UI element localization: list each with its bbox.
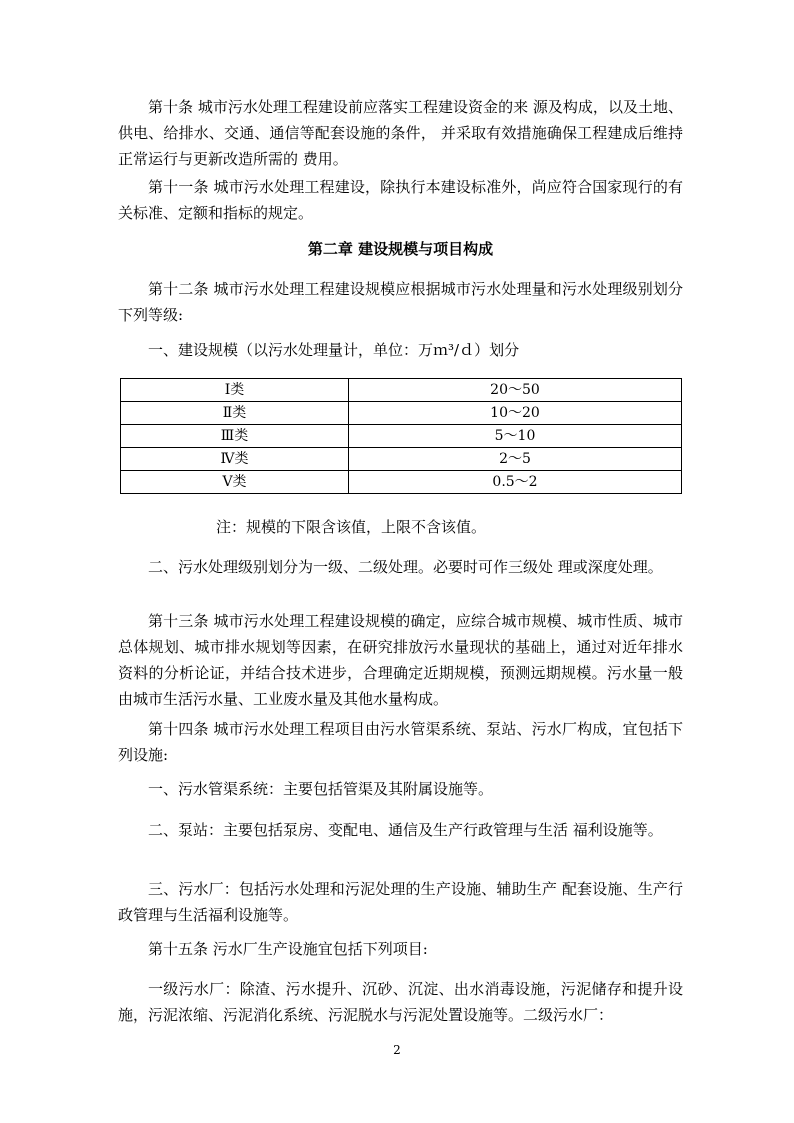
page-number: 2 bbox=[393, 1043, 401, 1057]
scale-class: Ⅱ类 bbox=[121, 402, 349, 425]
scale-range: 20～50 bbox=[349, 379, 682, 402]
scale-class: Ⅲ类 bbox=[121, 425, 349, 448]
scale-range: 2～5 bbox=[349, 448, 682, 471]
table-row bbox=[121, 425, 682, 448]
scale-range: 5～10 bbox=[349, 425, 682, 448]
chapter-heading: 第二章 建设规模与项目构成 bbox=[307, 240, 494, 258]
scale-class: Ⅴ类 bbox=[121, 471, 349, 494]
scale-class: Ⅰ类 bbox=[121, 379, 349, 402]
table-row bbox=[121, 448, 682, 471]
article-15: 第十五条 污水厂生产设施宜包括下列项目: bbox=[148, 940, 428, 958]
article-14-item-3: 三、污水厂：包括污水处理和污泥处理的生产设施、辅助生产 配套设施、生产行政管理与生活福利设施等。 bbox=[118, 880, 683, 924]
article-14: 第十四条 城市污水处理工程项目由污水管渠系统、泵站、污水厂构成，宜包括下列设施: bbox=[118, 720, 683, 764]
article-11: 第十一条 城市污水处理工程建设，除执行本建设标准外，尚应符合国家现行的有关标准、定额和指标的规定。 bbox=[118, 178, 683, 222]
article-10: 第十条 城市污水处理工程建设前应落实工程建设资金的来 源及构成，以及土地、供电、给排水、交通、通信等配套设施的条件， 并采取有效措施确保工程建成后维持正常运行与更新改造所需的 费用。 bbox=[118, 98, 683, 168]
table-row bbox=[121, 402, 682, 425]
scale-table bbox=[120, 378, 682, 494]
article-12: 第十二条 城市污水处理工程建设规模应根据城市污水处理量和污水处理级别划分下列等级: bbox=[118, 280, 683, 324]
scale-range: 10～20 bbox=[349, 402, 682, 425]
table-row bbox=[121, 471, 682, 494]
table-note: 注：规模的下限含该值，上限不含该值。 bbox=[216, 518, 487, 536]
scale-intro: 一、建设规模（以污水处理量计，单位：万ｍ³/ｄ）划分 bbox=[148, 341, 520, 359]
article-15-item-1: 一级污水厂：除渣、污水提升、沉砂、沉淀、出水消毒设施，污泥储存和提升设施，污泥浓缩、污泥消化系统、污泥脱水与污泥处置设施等。二级污水厂： bbox=[118, 980, 683, 1024]
article-13: 第十三条 城市污水处理工程建设规模的确定，应综合城市规模、城市性质、城市总体规划、城市排水规划等因素，在研究排放污水量现状的基础上，通过对近年排水资料的分析论证，并结合技术进步，合理确定近期规模，预测远期规模。污水量一般由城市生活污水量、工业废水量及其他水量构成。 bbox=[118, 612, 683, 708]
article-14-item-1: 一、污水管渠系统：主要包括管渠及其附属设施等。 bbox=[148, 780, 494, 798]
article-14-item-2: 二、泵站：主要包括泵房、变配电、通信及生产行政管理与生活 福利设施等。 bbox=[148, 821, 663, 839]
article-12-item-2: 二、污水处理级别划分为一级、二级处理。必要时可作三级处 理或深度处理。 bbox=[148, 558, 663, 576]
scale-class: Ⅳ类 bbox=[121, 448, 349, 471]
table-row bbox=[121, 379, 682, 402]
scale-range: 0.5～2 bbox=[349, 471, 682, 494]
